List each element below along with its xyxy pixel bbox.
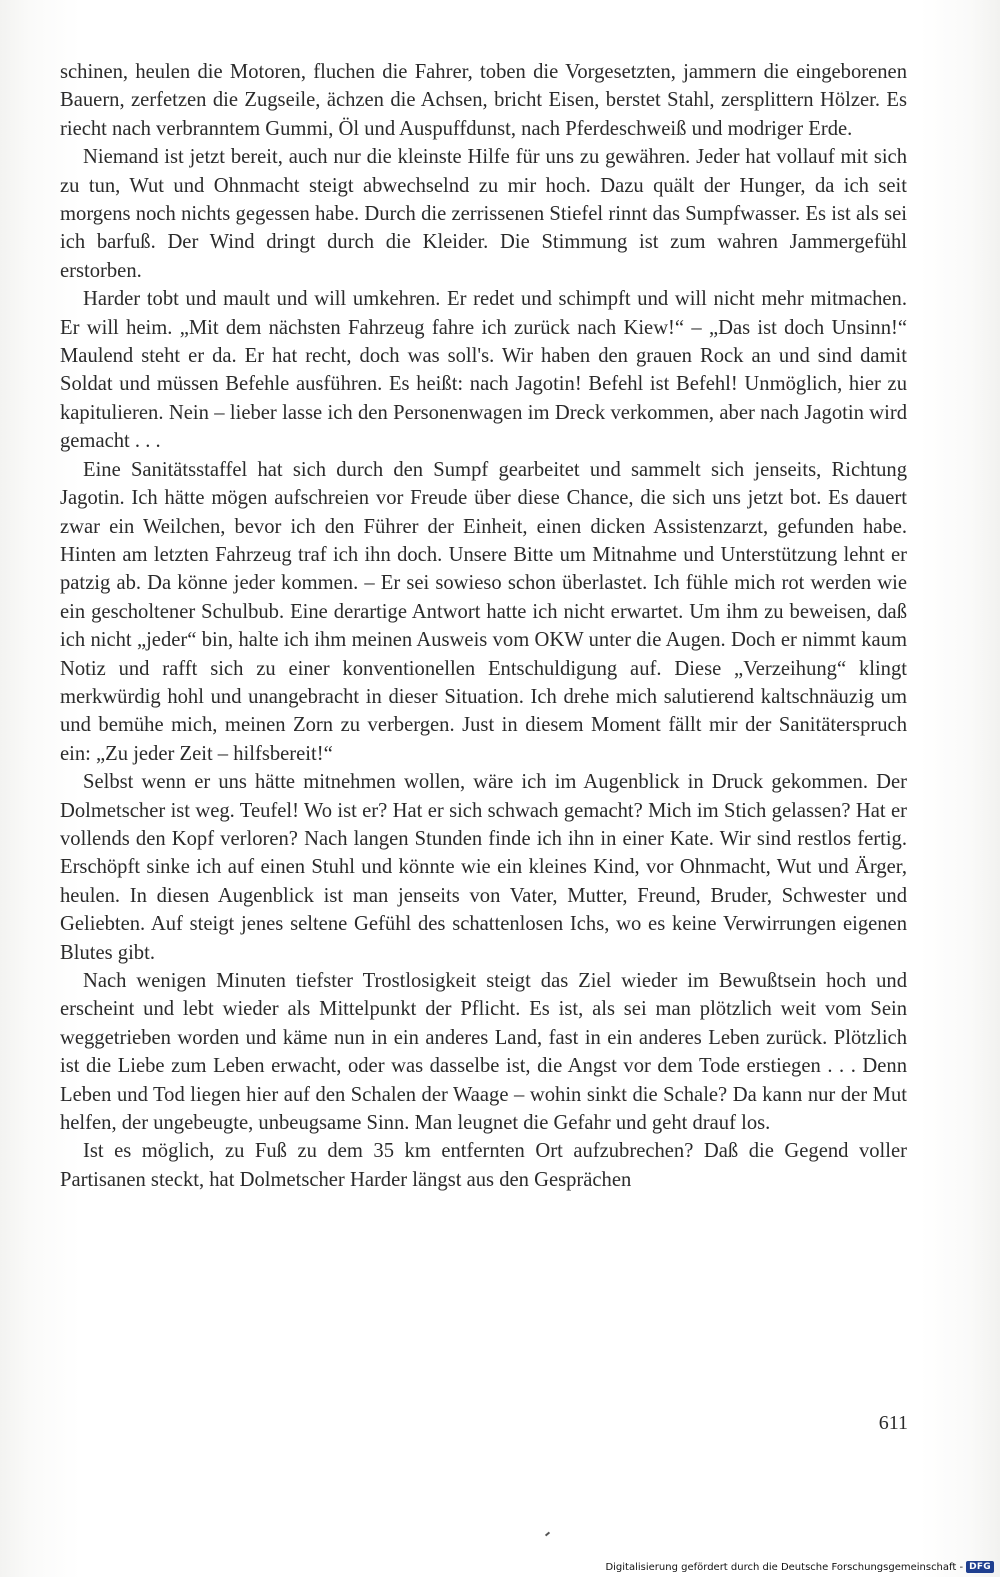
- page-number: 611: [878, 1412, 908, 1434]
- dfg-logo: DFG: [966, 1561, 994, 1573]
- paragraph: Ist es möglich, zu Fuß zu dem 35 km entfernten Ort aufzubrechen? Daß die Gegend voller Partisanen steckt, hat Dolmetscher Harder längst aus den Gesprächen: [60, 1140, 907, 1191]
- paragraph: Niemand ist jetzt bereit, auch nur die kleinste Hilfe für uns zu gewähren. Jeder hat vollauf mit sich zu tun, Wut und Ohnmacht steigt abwechselnd zu mir hoch. Dazu quält der Hunger, da ich seit morgens noch nichts gegessen habe. Durch die zerrissenen Stiefel rinnt das Sumpfwasser. Es ist als sei ich barfuß. Der Wind dringt durch die Kleider. Die Stimmung ist zum wahren Jammergefühl erstorben.: [60, 146, 907, 282]
- paragraph-continuation: schinen, heulen die Motoren, fluchen die Fahrer, toben die Vorgesetzten, jammern die eingeborenen Bauern, zerfetzen die Zugseile, ächzen die Achsen, bricht Eisen, berstet Stahl, zersplittern Hölzer. Es riecht nach verbranntem Gummi, Öl und Auspuffdunst, nach Pferdeschweiß und modriger Erde.: [60, 61, 907, 140]
- digitization-footer: [605, 1561, 994, 1573]
- footer-text: Digitalisierung gefördert durch die Deutsche Forschungsgemeinschaft -: [605, 1561, 964, 1573]
- paragraph: Eine Sanitätsstaffel hat sich durch den Sumpf gearbeitet und sammelt sich jenseits, Richtung Jagotin. Ich hätte mögen aufschreien vor Freude über diese Chance, die sich uns jetzt bot. Es dauert zwar ein Weilchen, bevor ich den Führer der Einheit, einen dicken Assistenzarzt, gefunden habe. Hinten am letzten Fahrzeug traf ich ihn doch. Unsere Bitte um Mitnahme und Unterstützung lehnt er patzig ab. Da könne jeder kommen. – Er sei sowieso schon überlastet. Ich fühle mich rot werden wie ein gescholtener Schulbub. Eine derartige Antwort hatte ich nicht erwartet. Um ihm zu beweisen, daß ich nicht „jeder“ bin, halte ich ihm meinen Ausweis vom OKW unter die Augen. Doch er nimmt kaum Notiz und rafft sich zu einer konventionellen Entschuldigung auf. Diese „Verzeihung“ klingt merkwürdig hohl und unangebracht in dieser Situation. Ich drehe mich salutierend kaltschnäuzig um und bemühe mich, meinen Zorn zu verbergen. Just in diesem Moment fällt mir der Sanitäterspruch ein: „Zu jeder Zeit – hilfsbereit!“: [60, 458, 907, 765]
- body-text: [60, 58, 907, 1194]
- paragraph: Harder tobt und mault und will umkehren. Er redet und schimpft und will nicht mehr mitmachen. Er will heim. „Mit dem nächsten Fahrzeug fahre ich zurück nach Kiew!“ – „Das ist doch Unsinn!“ Maulend steht er da. Er hat recht, doch was soll's. Wir haben den grauen Rock an und sind damit Soldat und müssen Befehle ausführen. Es heißt: nach Jagotin! Befehl ist Befehl! Unmöglich, hier zu kapitulieren. Nein – lieber lasse ich den Personenwagen im Dreck verkommen, aber nach Jagotin wird gemacht . . .: [60, 288, 907, 453]
- scan-speck: [545, 1532, 550, 1537]
- paragraph: Selbst wenn er uns hätte mitnehmen wollen, wäre ich im Augenblick in Druck gekommen. Der Dolmetscher ist weg. Teufel! Wo ist er? Hat er sich schwach gemacht? Mich im Stich gelassen? Hat er vollends den Kopf verloren? Nach langen Stunden finde ich ihn in einer Kate. Wir sind restlos fertig. Erschöpft sinke ich auf einen Stuhl und könnte wie ein kleines Kind, vor Ohnmacht, Wut und Ärger, heulen. In diesen Augenblick ist man jenseits von Vater, Mutter, Freund, Bruder, Schwester und Geliebten. Auf steigt jenes seltene Gefühl des schattenlosen Ichs, wo es keine Verwirrungen eigenen Blutes gibt.: [60, 771, 907, 964]
- paragraph: Nach wenigen Minuten tiefster Trostlosigkeit steigt das Ziel wieder im Bewußtsein hoch und erscheint und lebt wieder als Mittelpunkt der Pflicht. Es ist, als sei man plötzlich weit vom Sein weggetrieben worden und käme nun in ein anderes Land, fast in ein anderes Leben zurück. Plötzlich ist die Liebe zum Leben erwacht, oder was dasselbe ist, die Angst vor dem Tode erstiegen . . . Denn Leben und Tod liegen hier auf den Schalen der Waage – wohin sinkt die Schale? Da kann nur der Mut helfen, der ungebeugte, unbeugsame Sinn. Man leugnet die Gefahr und geht drauf los.: [60, 970, 907, 1135]
